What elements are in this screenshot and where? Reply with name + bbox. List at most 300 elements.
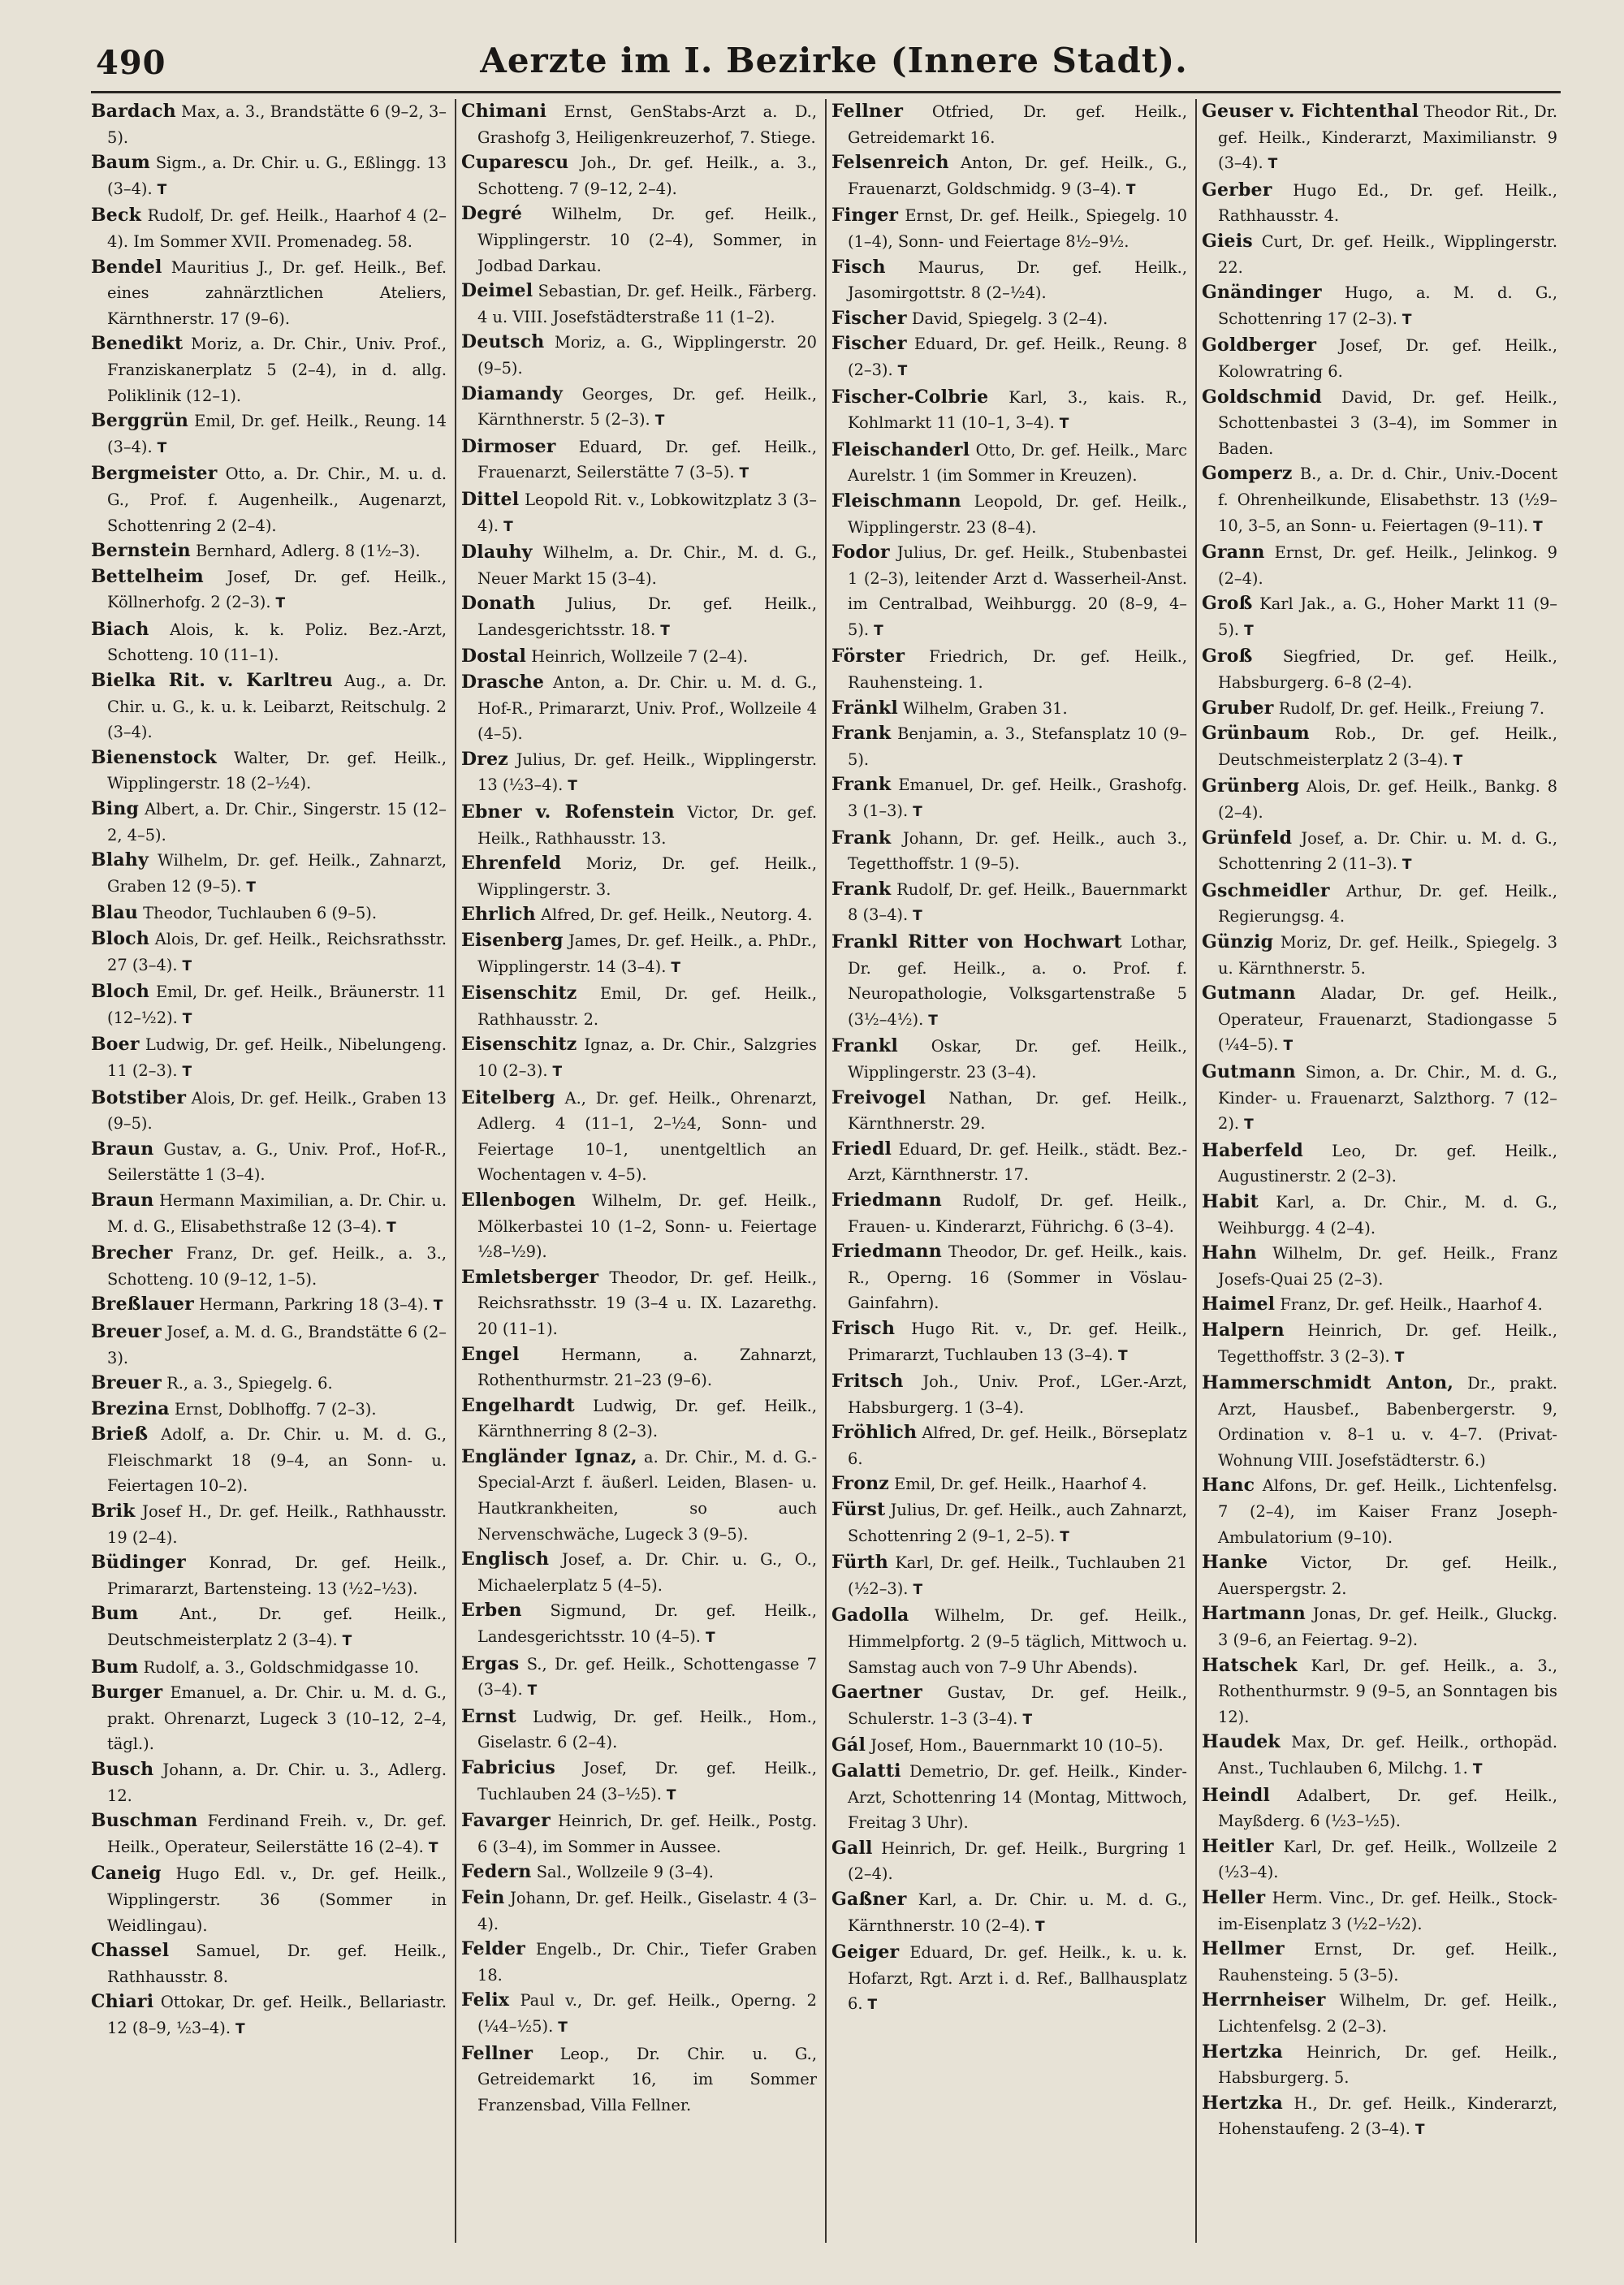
directory-entry xyxy=(831,1680,1187,1733)
entry-name: Geiger xyxy=(831,1942,900,1963)
entry-name: Groß xyxy=(1202,646,1253,667)
entry-name: Buschman xyxy=(91,1810,198,1832)
entry-details: Sigmund, Dr. gef. Heilk., Landesgerichtsstr. 10 (4–5). xyxy=(477,1601,817,1647)
directory-entry xyxy=(831,1034,1187,1085)
entry-name: Busch xyxy=(91,1759,154,1780)
telephone-icon: T xyxy=(1035,1918,1045,1935)
directory-entry xyxy=(461,99,817,150)
entry-details: Joh., Dr. gef. Heilk., a. 3., Schotteng. 7 (9–12, 2–4). xyxy=(477,153,817,198)
directory-entry xyxy=(461,2041,817,2119)
entry-name: Hellmer xyxy=(1202,1938,1285,1960)
entry-details: Heinrich, Dr. gef. Heilk., Habsburgerg. 5. xyxy=(1218,2042,1557,2088)
entry-name: Hanke xyxy=(1202,1552,1268,1574)
entry-details: Leopold, Dr. gef. Heilk., Wipplingerstr. 23 (8–4). xyxy=(848,491,1187,537)
entry-details: Josef, Dr. gef. Heilk., Köllnerhofg. 2 (2–3). xyxy=(107,567,447,612)
directory-entry xyxy=(831,772,1187,825)
entry-name: Gutmann xyxy=(1202,1060,1296,1082)
directory-entry xyxy=(1202,1190,1557,1241)
telephone-icon: T xyxy=(1402,857,1412,874)
entry-details: Moriz, Dr. gef. Heilk., Spiegelg. 3 u. Kärnthnerstr. 5. xyxy=(1218,933,1557,978)
entry-name: Fischer xyxy=(831,333,907,355)
directory-entry xyxy=(461,644,817,670)
entry-name: Eisenschitz xyxy=(461,983,577,1004)
entry-name: Büdinger xyxy=(91,1552,186,1574)
directory-entry xyxy=(1202,1783,1557,1834)
directory-entry xyxy=(1202,644,1557,695)
entry-name: Gomperz xyxy=(1202,463,1293,485)
entry-name: Dirmoser xyxy=(461,435,556,457)
entry-details: Sal., Wollzeile 9 (3–4). xyxy=(531,1863,714,1882)
entry-details: Karl, a. Dr. Chir. u. M. d. G., Kärnthnerstr. 10 (2–4). xyxy=(848,1890,1187,1935)
directory-entry xyxy=(1202,591,1557,644)
entry-details: Heinrich, Wollzeile 7 (2–4). xyxy=(526,647,749,667)
entry-name: Felix xyxy=(461,1989,510,2011)
directory-entry xyxy=(1202,1653,1557,1730)
column-3 xyxy=(831,99,1187,2251)
directory-entry xyxy=(461,1393,817,1445)
entry-details: Ernst, GenStabs-Arzt a. D., Grashofg 3, Heiligenkreuzerhof, 7. Stiege. xyxy=(477,102,817,147)
telephone-icon: T xyxy=(342,1633,352,1650)
entry-name: Hanc xyxy=(1202,1475,1255,1497)
page-number: 490 xyxy=(96,44,166,82)
telephone-icon: T xyxy=(182,1063,192,1080)
entry-details: Adalbert, Dr. gef. Heilk., Mayßderg. 6 (½3–½5). xyxy=(1218,1786,1557,1831)
entry-name: Herrnheiser xyxy=(1202,1989,1326,2011)
directory-entry xyxy=(91,1989,447,2042)
entry-details: Emanuel, Dr. gef. Heilk., Grashofg. 3 (1–3). xyxy=(848,775,1187,821)
directory-entry xyxy=(1202,2091,1557,2144)
telephone-icon: T xyxy=(913,908,922,925)
entry-name: Gál xyxy=(831,1734,866,1756)
entry-name: Bardach xyxy=(91,101,176,122)
entry-name: Bum xyxy=(91,1656,139,1678)
directory-entry xyxy=(1202,1371,1557,1473)
entry-details: Siegfried, Dr. gef. Heilk., Habsburgerg. 6–8 (2–4). xyxy=(1218,647,1557,693)
directory-entry xyxy=(91,1938,447,1989)
column-divider xyxy=(825,99,827,2243)
telephone-icon: T xyxy=(527,1682,538,1700)
directory-entry xyxy=(1202,280,1557,333)
entry-details: Ant., Dr. gef. Heilk., Deutschmeisterplatz 2 (3–4). xyxy=(107,1605,447,1650)
entry-details: Wilhelm, Graben 31. xyxy=(897,698,1068,718)
entry-name: Breuer xyxy=(91,1320,162,1342)
entry-name: Dostal xyxy=(461,646,527,667)
directory-entry xyxy=(461,1032,817,1085)
entry-name: Dlauhy xyxy=(461,542,533,564)
entry-details: Josef H., Dr. gef. Heilk., Rathhausstr. 19 (2–4). xyxy=(107,1502,447,1547)
directory-entry xyxy=(831,306,1187,332)
entry-details: Karl, Dr. gef. Heilk., Tuchlauben 21 (½2–3). xyxy=(848,1553,1187,1598)
entry-details: Leopold Rit. v., Lobkowitzplatz 3 (3–4). xyxy=(477,490,817,535)
entry-details: Julius, Dr. gef. Heilk., auch Zahnarzt, Schottenring 2 (9–1, 2–5). xyxy=(848,1501,1187,1545)
entry-details: Aug., a. Dr. Chir. u. G., k. u. k. Leibarzt, Reitschulg. 2 (3–4). xyxy=(107,672,447,742)
entry-details: Theodor, Dr. gef. Heilk., kais. R., Operng. 16 (Sommer in Vöslau-Gainfahrn). xyxy=(848,1242,1187,1313)
telephone-icon: T xyxy=(1244,622,1254,639)
entry-details: Karl Jak., a. G., Hoher Markt 11 (9–5). xyxy=(1218,594,1557,639)
directory-entry xyxy=(91,1680,447,1757)
entry-details: A., Dr. gef. Heilk., Ohrenarzt, Adlerg. 4 (11–1, 2–½4, Sonn- und Feiertage 10–1, unentgeltlich an Wochentagen v. 4–5). xyxy=(477,1088,817,1185)
directory-entry xyxy=(831,255,1187,306)
entry-details: Johann, Dr. gef. Heilk., auch 3., Tegetthoffstr. 1 (9–5). xyxy=(848,828,1187,874)
directory-entry xyxy=(1202,2040,1557,2091)
entry-details: Eduard, Dr. gef. Heilk., k. u. k. Hofarzt, Rgt. Arzt i. d. Ref., Ballhausplatz 6. xyxy=(848,1943,1187,2014)
directory-entry xyxy=(1202,1730,1557,1782)
entry-details: Alfred, Dr. gef. Heilk., Börseplatz 6. xyxy=(848,1423,1187,1468)
entry-name: Gruber xyxy=(1202,697,1274,719)
telephone-icon: T xyxy=(666,1786,676,1803)
directory-entry xyxy=(831,540,1187,644)
entry-name: Boer xyxy=(91,1034,140,1056)
telephone-icon: T xyxy=(1059,416,1069,433)
entry-name: Fisch xyxy=(831,256,886,278)
directory-entry xyxy=(831,331,1187,384)
directory-entry xyxy=(831,721,1187,772)
entry-name: Eitelberg xyxy=(461,1086,555,1108)
entry-details: Victor, Dr. gef. Heilk., Rathhausstr. 13. xyxy=(477,803,817,848)
entry-name: Fellner xyxy=(461,2042,533,2064)
entry-name: Blahy xyxy=(91,849,149,871)
directory-entry xyxy=(461,279,817,330)
entry-details: Wilhelm, Dr. gef. Heilk., Zahnarzt, Graben 12 (9–5). xyxy=(107,851,447,896)
entry-name: Ehrenfeld xyxy=(461,853,562,875)
directory-entry xyxy=(831,1759,1187,1836)
entry-name: Haudek xyxy=(1202,1731,1281,1753)
entry-details: Rudolf, Dr. gef. Heilk., Frauen- u. Kinderarzt, Führichg. 6 (3–4). xyxy=(848,1190,1187,1236)
telephone-icon: T xyxy=(1283,1038,1294,1055)
entry-name: Frank xyxy=(831,827,892,849)
directory-entry xyxy=(831,1420,1187,1471)
entry-details: Wilhelm, a. Dr. Chir., M. d. G., Neuer Markt 15 (3–4). xyxy=(477,543,817,588)
entry-name: Blau xyxy=(91,902,139,924)
directory-entry xyxy=(1202,333,1557,384)
entry-details: Herm. Vinc., Dr. gef. Heilk., Stock-im-Eisenplatz 3 (½2–½2). xyxy=(1218,1888,1557,1933)
entry-details: Demetrio, Dr. gef. Heilk., Kinder-Arzt, Schottenring 14 (Montag, Mittwoch, Freitag 3 Uhr). xyxy=(848,1762,1187,1833)
telephone-icon: T xyxy=(568,778,577,795)
entry-details: Wilhelm, Dr. gef. Heilk., Wipplingerstr. 10 (2–4), Sommer, in Jodbad Darkau. xyxy=(477,205,817,275)
entry-name: Bing xyxy=(91,798,140,820)
entry-details: Rob., Dr. gef. Heilk., Deutschmeisterplatz 2 (3–4). xyxy=(1218,724,1557,769)
entry-name: Freivogel xyxy=(831,1086,926,1108)
entry-details: Emil, Dr. gef. Heilk., Reung. 14 (3–4). xyxy=(107,412,447,456)
directory-entry xyxy=(461,800,817,851)
directory-entry xyxy=(461,1265,817,1342)
directory-entry xyxy=(831,385,1187,438)
entry-details: Engelb., Dr. Chir., Tiefer Graben 18. xyxy=(477,1940,817,1985)
directory-entry xyxy=(461,747,817,800)
entry-details: Wilhelm, Dr. gef. Heilk., Mölkerbastei 10 (1–2, Sonn- u. Feiertage ½8–½9). xyxy=(477,1190,817,1262)
entry-details: Rudolf, a. 3., Goldschmidgasse 10. xyxy=(138,1657,419,1677)
entry-name: Gutmann xyxy=(1202,983,1296,1004)
entry-name: Goldschmid xyxy=(1202,386,1322,408)
entry-name: Erben xyxy=(461,1600,522,1622)
entry-details: Jonas, Dr. gef. Heilk., Gluckg. 3 (9–6, an Feiertag. 9–2). xyxy=(1218,1605,1557,1650)
entry-name: Braun xyxy=(91,1189,154,1211)
entry-name: Felsenreich xyxy=(831,152,949,174)
directory-entry xyxy=(831,1239,1187,1316)
entry-name: Grünbaum xyxy=(1202,723,1310,745)
entry-name: Breßlauer xyxy=(91,1294,194,1315)
entry-details: Rudolf, Dr. gef. Heilk., Freiung 7. xyxy=(1273,698,1545,718)
entry-details: Josef, a. M. d. G., Brandstätte 6 (2–3). xyxy=(107,1322,447,1367)
entry-name: Chiari xyxy=(91,1991,154,2013)
column-divider xyxy=(1195,99,1197,2243)
directory-entry xyxy=(91,150,447,203)
entry-details: Theodor Rit., Dr. gef. Heilk., Kinderarzt, Maximilianstr. 9 (3–4). xyxy=(1218,102,1557,173)
entry-name: Benedikt xyxy=(91,333,184,355)
entry-name: Engelhardt xyxy=(461,1394,575,1416)
entry-name: Fürst xyxy=(831,1499,886,1521)
telephone-icon: T xyxy=(1533,518,1543,535)
entry-details: Walter, Dr. gef. Heilk., Wipplingerstr. 18 (2–½4). xyxy=(107,748,447,793)
entry-details: Ludwig, Dr. gef. Heilk., Hom., Giselastr. 6 (2–4). xyxy=(477,1707,817,1752)
entry-name: Breuer xyxy=(91,1372,162,1394)
directory-entry xyxy=(1202,1937,1557,1988)
entry-details: Otto, Dr. gef. Heilk., Marc Aurelstr. 1 (im Sommer in Kreuzen). xyxy=(848,440,1187,486)
entry-details: Otfried, Dr. gef. Heilk., Getreidemarkt 16. xyxy=(848,102,1187,147)
column-4 xyxy=(1202,99,1557,2251)
entry-details: a. Dr. Chir., M. d. G.-Special-Arzt f. äußerl. Leiden, Blasen- u. Hautkrankheiten, so auch Nervenschwäche, Lugeck 3 (9–5). xyxy=(477,1447,817,1544)
directory-entry xyxy=(1202,1060,1557,1138)
entry-name: Fischer-Colbrie xyxy=(831,386,989,408)
entry-details: Josef, Dr. gef. Heilk., Kolowratring 6. xyxy=(1218,336,1557,381)
entry-details: Eduard, Dr. gef. Heilk., städt. Bez.-Arzt, Kärnthnerstr. 17. xyxy=(848,1139,1187,1185)
directory-entry xyxy=(91,1861,447,1938)
entry-name: Habit xyxy=(1202,1190,1259,1212)
entry-details: Johann, Dr. gef. Heilk., Giselastr. 4 (3–4). xyxy=(477,1888,817,1933)
entry-name: Gerber xyxy=(1202,179,1272,201)
entry-details: Wilhelm, Dr. gef. Heilk., Franz Josefs-Quai 25 (2–3). xyxy=(1218,1244,1557,1289)
directory-entry xyxy=(1202,1885,1557,1937)
directory-entry xyxy=(831,877,1187,930)
directory-entry xyxy=(461,902,817,928)
directory-entry xyxy=(831,1733,1187,1759)
entry-name: Hertzka xyxy=(1202,2092,1283,2114)
telephone-icon: T xyxy=(1453,752,1463,769)
entry-name: Bloch xyxy=(91,928,150,949)
directory-entry xyxy=(461,591,817,644)
directory-entry xyxy=(461,1885,817,1937)
directory-entry xyxy=(1202,461,1557,540)
entry-name: Eisenschitz xyxy=(461,1034,577,1056)
directory-entry xyxy=(461,1188,817,1265)
entry-name: Fischer xyxy=(831,307,907,329)
entry-details: Hermann, Parkring 18 (3–4). xyxy=(193,1295,429,1315)
directory-entry xyxy=(91,99,447,150)
telephone-icon: T xyxy=(157,181,167,198)
directory-entry xyxy=(91,1188,447,1241)
entry-details: Lothar, Dr. gef. Heilk., a. o. Prof. f. Neuropathologie, Volksgartenstraße 5 (3½–4½). xyxy=(848,933,1187,1029)
entry-name: Frank xyxy=(831,878,892,900)
directory-entry xyxy=(1202,1988,1557,2039)
telephone-icon: T xyxy=(660,622,670,639)
entry-name: Finger xyxy=(831,205,899,227)
directory-entry xyxy=(831,696,1187,722)
directory-entry xyxy=(1202,540,1557,591)
directory-entry xyxy=(91,1601,447,1654)
entry-details: Emil, Dr. gef. Heilk., Rathhausstr. 2. xyxy=(477,984,817,1029)
entry-name: Heller xyxy=(1202,1886,1266,1908)
entry-details: Josef, Hom., Bauernmarkt 10 (10–5). xyxy=(866,1736,1164,1756)
entry-name: Frank xyxy=(831,774,892,796)
entry-details: David, Spiegelg. 3 (2–4). xyxy=(906,309,1108,328)
telephone-icon: T xyxy=(654,413,665,430)
telephone-icon: T xyxy=(1268,156,1278,173)
entry-name: Bielka Rit. v. Karltreu xyxy=(91,670,333,692)
directory-entry xyxy=(91,1137,447,1188)
directory-entry xyxy=(91,331,447,408)
telephone-icon: T xyxy=(867,1997,878,2014)
entry-name: Gnändinger xyxy=(1202,282,1322,304)
telephone-icon: T xyxy=(1022,1711,1033,1728)
page-title: Aerzte im I. Bezirke (Innere Stadt). xyxy=(480,41,1188,80)
entry-name: Friedl xyxy=(831,1138,892,1160)
telephone-icon: T xyxy=(705,1630,715,1647)
entry-name: Fellner xyxy=(831,101,904,122)
entry-details: Dr., prakt. Arzt, Hausbef., Babenbergerstr. 9, Ordination v. 8–1 u. v. 4–7. (Privat-Wohnung VIII. Josefstädterstr. 6.) xyxy=(1218,1374,1557,1470)
entry-details: Moriz, Dr. gef. Heilk., Wipplingerstr. 3. xyxy=(477,854,817,899)
entry-name: Groß xyxy=(1202,593,1253,615)
directory-entry xyxy=(831,930,1187,1034)
telephone-icon: T xyxy=(182,1010,192,1027)
directory-entry xyxy=(1202,385,1557,462)
entry-details: Josef, a. Dr. Chir. u. M. d. G., Schottenring 2 (11–3). xyxy=(1218,828,1557,874)
entry-details: Ottokar, Dr. gef. Heilk., Bellariastr. 12 (8–9, ½3–4). xyxy=(107,1993,447,2037)
directory-entry xyxy=(461,1652,817,1704)
entry-details: Benjamin, a. 3., Stefansplatz 10 (9–5). xyxy=(848,724,1187,769)
directory-entry xyxy=(461,1445,817,1547)
entry-name: Ernst xyxy=(461,1705,516,1727)
directory-entry xyxy=(91,668,447,745)
telephone-icon: T xyxy=(1060,1528,1069,1545)
entry-details: Alfons, Dr. gef. Heilk., Lichtenfelsg. 7 (2–4), im Kaiser Franz Joseph-Ambulatorium (9–10). xyxy=(1218,1476,1557,1547)
entry-name: Bernstein xyxy=(91,540,191,562)
directory-entry xyxy=(831,438,1187,489)
telephone-icon: T xyxy=(387,1219,396,1236)
directory-entry xyxy=(91,745,447,797)
entry-name: Chimani xyxy=(461,101,547,122)
entry-details: Arthur, Dr. gef. Heilk., Regierungsg. 4. xyxy=(1218,881,1557,927)
entry-details: Albert, a. Dr. Chir., Singerstr. 15 (12–2, 4–5). xyxy=(107,800,447,844)
telephone-icon: T xyxy=(874,622,883,639)
entry-name: Fleischanderl xyxy=(831,438,970,460)
directory-entry xyxy=(461,382,817,434)
entry-name: Günzig xyxy=(1202,931,1274,952)
entry-details: Hermann Maximilian, a. Dr. Chir. u. M. d. G., Elisabethstraße 12 (3–4). xyxy=(107,1190,447,1236)
directory-entry xyxy=(91,1550,447,1601)
entry-details: Eduard, Dr. gef. Heilk., Reung. 8 (2–3). xyxy=(848,335,1187,379)
entry-details: Aladar, Dr. gef. Heilk., Operateur, Frauenarzt, Stadiongasse 5 (¼4–5). xyxy=(1218,984,1557,1055)
entry-details: Ernst, Dr. gef. Heilk., Jelinkog. 9 (2–4). xyxy=(1218,543,1557,588)
entry-details: Moriz, a. G., Wipplingerstr. 20 (9–5). xyxy=(477,333,817,378)
entry-details: Hugo Ed., Dr. gef. Heilk., Rathhausstr. 4. xyxy=(1218,180,1557,226)
entry-details: Konrad, Dr. gef. Heilk., Primararzt, Bartensteing. 13 (½2–½3). xyxy=(107,1553,447,1598)
entry-name: Friedmann xyxy=(831,1241,942,1263)
entry-details: Hugo, a. M. d. G., Schottenring 17 (2–3). xyxy=(1218,283,1557,328)
entry-details: Moriz, a. Dr. Chir., Univ. Prof., Franziskanerplatz 5 (2–4), in d. allg. Poliklinik (12–1). xyxy=(107,335,447,405)
telephone-icon: T xyxy=(552,1063,563,1080)
entry-name: Fröhlich xyxy=(831,1422,918,1444)
entry-details: B., a. Dr. d. Chir., Univ.-Docent f. Ohrenheilkunde, Elisabethstr. 13 (½9–10, 3–5, an Sonn- u. Feiertagen (9–11). xyxy=(1218,464,1557,535)
entry-details: Samuel, Dr. gef. Heilk., Rathhausstr. 8. xyxy=(107,1942,447,1986)
entry-name: Beck xyxy=(91,205,142,227)
entry-name: Emletsberger xyxy=(461,1266,599,1288)
directory-entry xyxy=(461,330,817,381)
directory-entry xyxy=(91,1320,447,1371)
directory-entry xyxy=(1202,981,1557,1060)
directory-entry xyxy=(1202,721,1557,774)
entry-details: S., Dr. gef. Heilk., Schottengasse 7 (3–4). xyxy=(477,1654,817,1700)
directory-entry xyxy=(831,1836,1187,1887)
directory-entry xyxy=(91,901,447,927)
entry-details: Oskar, Dr. gef. Heilk., Wipplingerstr. 23 (3–4). xyxy=(848,1037,1187,1082)
entry-name: Gaertner xyxy=(831,1682,922,1704)
directory-entry xyxy=(91,1499,447,1550)
entry-details: Nathan, Dr. gef. Heilk., Kärnthnerstr. 29. xyxy=(848,1088,1187,1134)
entry-details: Alois, Dr. gef. Heilk., Bankg. 8 (2–4). xyxy=(1218,777,1557,823)
entry-details: David, Dr. gef. Heilk., Schottenbastei 3 (3–4), im Sommer in Baden. xyxy=(1218,387,1557,458)
column-2 xyxy=(461,99,817,2251)
entry-details: Friedrich, Dr. gef. Heilk., Rauhensteing. 1. xyxy=(848,647,1187,693)
entry-details: Simon, a. Dr. Chir., M. d. G., Kinder- u. Frauenarzt, Salzthorg. 7 (12–2). xyxy=(1218,1062,1557,1134)
entry-details: Anton, a. Dr. Chir. u. M. d. G., Hof-R., Primararzt, Univ. Prof., Wollzeile 4 (4–5). xyxy=(477,673,817,744)
entry-name: Favarger xyxy=(461,1810,551,1832)
telephone-icon: T xyxy=(928,1012,938,1029)
directory-entry xyxy=(831,1550,1187,1603)
telephone-icon: T xyxy=(275,595,286,612)
entry-name: Heindl xyxy=(1202,1784,1271,1806)
directory-entry xyxy=(831,1086,1187,1137)
entry-name: Diamandy xyxy=(461,382,563,404)
entry-details: Karl, Dr. gef. Heilk., Wollzeile 2 (½3–4). xyxy=(1218,1837,1557,1882)
directory-entry xyxy=(461,540,817,591)
directory-entry xyxy=(831,1497,1187,1550)
directory-entry xyxy=(831,1137,1187,1188)
entry-details: Theodor, Tuchlauben 6 (9–5). xyxy=(138,904,378,923)
entry-name: Ehrlich xyxy=(461,904,536,926)
entry-details: Franz, Dr. gef. Heilk., a. 3., Schotteng. 10 (9–12, 1–5). xyxy=(107,1244,447,1289)
entry-name: Drasche xyxy=(461,672,545,693)
entry-details: Hugo Rit. v., Dr. gef. Heilk., Primararzt, Tuchlauben 13 (3–4). xyxy=(848,1319,1187,1364)
telephone-icon: T xyxy=(1402,311,1412,328)
entry-details: Emil, Dr. gef. Heilk., Bräunerstr. 11 (12–½2). xyxy=(107,983,447,1027)
directory-entry xyxy=(1202,879,1557,930)
header-rule xyxy=(91,91,1561,93)
entry-name: Degré xyxy=(461,203,523,225)
entry-name: Bendel xyxy=(91,256,162,278)
directory-entry xyxy=(831,644,1187,695)
entry-details: Heinrich, Dr. gef. Heilk., Tegetthoffstr. 3 (2–3). xyxy=(1218,1320,1557,1366)
entry-name: Berggrün xyxy=(91,410,189,432)
entry-details: Julius, Dr. gef. Heilk., Wipplingerstr. 13 (½3–4). xyxy=(477,749,817,795)
entry-details: Ernst, Dr. gef. Heilk., Spiegelg. 10 (1–4), Sonn- und Feiertage 8½–9½. xyxy=(848,206,1187,251)
entry-name: Frankl xyxy=(831,1035,898,1057)
directory-entry xyxy=(831,1471,1187,1497)
entry-details: Theodor, Dr. gef. Heilk., Reichsrathsstr. 19 (3–4 u. IX. Lazarethg. 20 (11–1). xyxy=(477,1268,817,1338)
directory-entry xyxy=(1202,774,1557,825)
entry-details: James, Dr. gef. Heilk., a. PhDr., Wipplingerstr. 14 (3–4). xyxy=(477,931,817,976)
telephone-icon: T xyxy=(1394,1349,1405,1366)
entry-name: Botstiber xyxy=(91,1086,187,1108)
entry-name: Gall xyxy=(831,1837,873,1859)
directory-entry xyxy=(1202,1138,1557,1190)
directory-entry xyxy=(831,1316,1187,1369)
entry-name: Förster xyxy=(831,646,905,667)
entry-name: Federn xyxy=(461,1861,532,1883)
directory-entry xyxy=(91,848,447,901)
entry-name: Heitler xyxy=(1202,1835,1274,1857)
entry-details: Hermann, a. Zahnarzt, Rothenthurmstr. 21–23 (9–6). xyxy=(477,1345,817,1390)
directory-entry xyxy=(91,797,447,848)
